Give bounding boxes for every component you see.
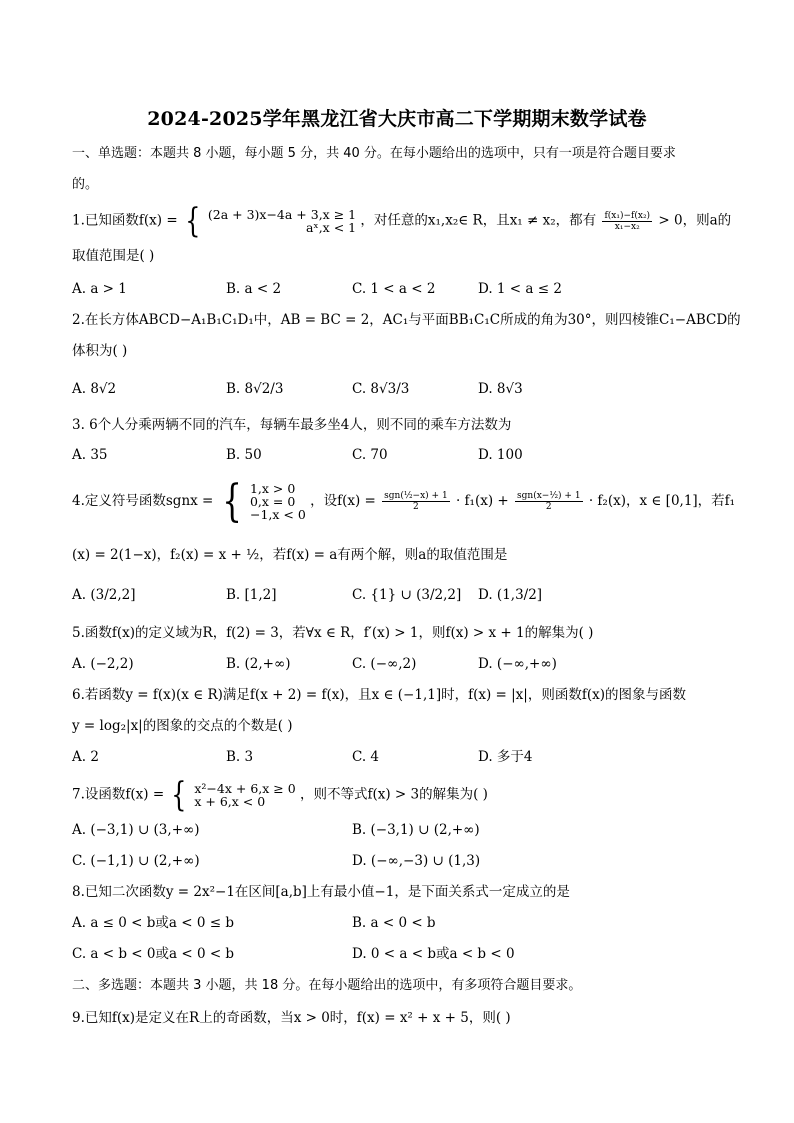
q4-prefix: 4.定义符号函数sgnx = [72, 493, 214, 509]
q4-option-c: C. {1} ∪ (3/2,2] [352, 587, 462, 603]
question-6-cont: y = log₂|x|的图象的交点的个数是( ) [72, 718, 293, 734]
q8-option-b: B. a < 0 < b [352, 915, 436, 931]
q1-frac-den: x₁−x₂ [614, 221, 640, 232]
q4-mid2: · f₁(x) + [455, 493, 509, 509]
q1-case-1: (2a + 3)x−4a + 3,x ≥ 1 [207, 207, 357, 222]
q8-option-c: C. a < b < 0或a < 0 < b [72, 946, 235, 962]
q1-fraction [602, 211, 652, 232]
q1-option-c: C. 1 < a < 2 [352, 281, 436, 297]
question-4-cont: (x) = 2(1−x)，f₂(x) = x + ½，若f(x) = a有两个解，则a的取值范围是 [72, 547, 508, 563]
q4-fraction-1 [382, 491, 450, 512]
q7-option-b: B. (−3,1) ∪ (2,+∞) [352, 822, 480, 838]
left-brace: { [171, 775, 187, 815]
q1-option-b: B. a < 2 [226, 281, 282, 297]
q4-fraction-2 [515, 491, 583, 512]
q3-option-c: C. 70 [352, 447, 388, 463]
q1-cases [208, 208, 356, 234]
q4-case-1: 1,x > 0 [249, 481, 296, 496]
q6-option-b: B. 3 [226, 749, 254, 765]
q3-option-d: D. 100 [478, 447, 523, 463]
q7-cases [194, 782, 295, 808]
section-1-heading-cont: 的。 [72, 177, 99, 192]
q4-frac2-den: 2 [545, 502, 552, 512]
question-6: 6.若函数y = f(x)(x ∈ R)满足f(x + 2) = f(x)，且x ∈ (−1,1]时，f(x) = |x|，则函数f(x)的图象与函数 [72, 687, 686, 703]
page-title: 2024-2025学年黑龙江省大庆市高二下学期期末数学试卷 [147, 108, 647, 130]
q1-frac-num: f(x₁)−f(x₂) [604, 210, 651, 221]
question-7 [72, 775, 488, 815]
q7-case-2: x + 6,x < 0 [194, 794, 266, 809]
q7-prefix: 7.设函数f(x) = [72, 786, 165, 803]
q4-cases [250, 482, 306, 521]
q4-option-b: B. [1,2] [226, 587, 277, 603]
question-4 [72, 475, 736, 527]
q7-option-c: C. (−1,1) ∪ (2,+∞) [72, 853, 200, 869]
q5-option-b: B. (2,+∞) [226, 656, 291, 672]
q2-option-b: B. 8√2/3 [226, 381, 284, 397]
question-2-cont: 体积为( ) [72, 343, 128, 359]
section-2-heading: 二、多选题：本题共 3 小题，共 18 分。在每小题给出的选项中，有多项符合题目要求。 [72, 978, 582, 993]
question-5: 5.函数f(x)的定义域为R，f(2) = 3，若∀x ∈ R，f′(x) > 1，则f(x) > x + 1的解集为( ) [72, 625, 594, 641]
q3-option-a: A. 35 [72, 447, 108, 463]
question-1 [72, 201, 732, 241]
q4-case-2: 0,x = 0 [249, 494, 296, 509]
question-9: 9.已知f(x)是定义在R上的奇函数，当x > 0时，f(x) = x² + x + 5，则( ) [72, 1010, 511, 1026]
q4-mid: ，设f(x) = [310, 493, 376, 509]
q8-option-d: D. 0 < a < b或a < b < 0 [352, 946, 515, 962]
q5-option-a: A. (−2,2) [72, 656, 134, 672]
q4-frac1-den: 2 [413, 502, 419, 512]
question-3: 3. 6个人分乘两辆不同的汽车，每辆车最多坐4人，则不同的乘车方法数为 [72, 417, 512, 433]
q4-suffix: · f₂(x)，x ∈ [0,1]，若f₁ [588, 493, 736, 509]
q5-option-c: C. (−∞,2) [352, 656, 417, 672]
q3-option-b: B. 50 [226, 447, 262, 463]
q8-option-a: A. a ≤ 0 < b或a < 0 ≤ b [72, 915, 234, 931]
q1-option-d: D. 1 < a ≤ 2 [478, 281, 562, 297]
question-1-cont: 取值范围是( ) [72, 248, 155, 264]
q2-option-c: C. 8√3/3 [352, 381, 410, 397]
section-1-heading: 一、单选题：本题共 8 小题，每小题 5 分，共 40 分。在每小题给出的选项中，只有一项是符合题目要求 [72, 146, 676, 161]
q1-suffix: > 0，则a的 [658, 212, 732, 229]
q5-option-d: D. (−∞,+∞) [478, 656, 557, 672]
q6-option-c: C. 4 [352, 749, 380, 765]
question-8: 8.已知二次函数y = 2x²−1在区间[a,b]上有最小值−1，是下面关系式一定成立的是 [72, 884, 570, 900]
q1-case-2: aˣ,x < 1 [305, 220, 357, 235]
q7-option-a: A. (−3,1) ∪ (3,+∞) [72, 822, 200, 838]
q4-case-3: −1,x < 0 [249, 507, 306, 522]
q6-option-a: A. 2 [72, 749, 99, 765]
q2-option-a: A. 8√2 [72, 381, 117, 397]
q7-case-1: x²−4x + 6,x ≥ 0 [194, 781, 296, 796]
question-2: 2.在长方体ABCD−A₁B₁C₁D₁中，AB = BC = 2，AC₁与平面BB₁C₁C所成的角为30°，则四棱锥C₁−ABCD的 [72, 312, 741, 328]
q4-frac1-num: sgn(½−x) + 1 [384, 491, 448, 501]
q1-mid: ，对任意的x₁,x₂∈ R，且x₁ ≠ x₂，都有 [360, 212, 597, 229]
q7-suffix: ，则不等式f(x) > 3的解集为( ) [299, 786, 488, 803]
q4-option-d: D. (1,3/2] [478, 587, 543, 603]
left-brace: { [221, 475, 242, 527]
q6-option-d: D. 多于4 [478, 749, 533, 765]
q1-option-a: A. a > 1 [72, 281, 127, 297]
q2-option-d: D. 8√3 [478, 381, 523, 397]
q4-frac2-num: sgn(x−½) + 1 [517, 491, 581, 501]
left-brace: { [185, 201, 201, 241]
q1-prefix: 1.已知函数f(x) = [72, 212, 178, 229]
q7-option-d: D. (−∞,−3) ∪ (1,3) [352, 853, 481, 869]
q4-option-a: A. (3/2,2] [72, 587, 136, 603]
